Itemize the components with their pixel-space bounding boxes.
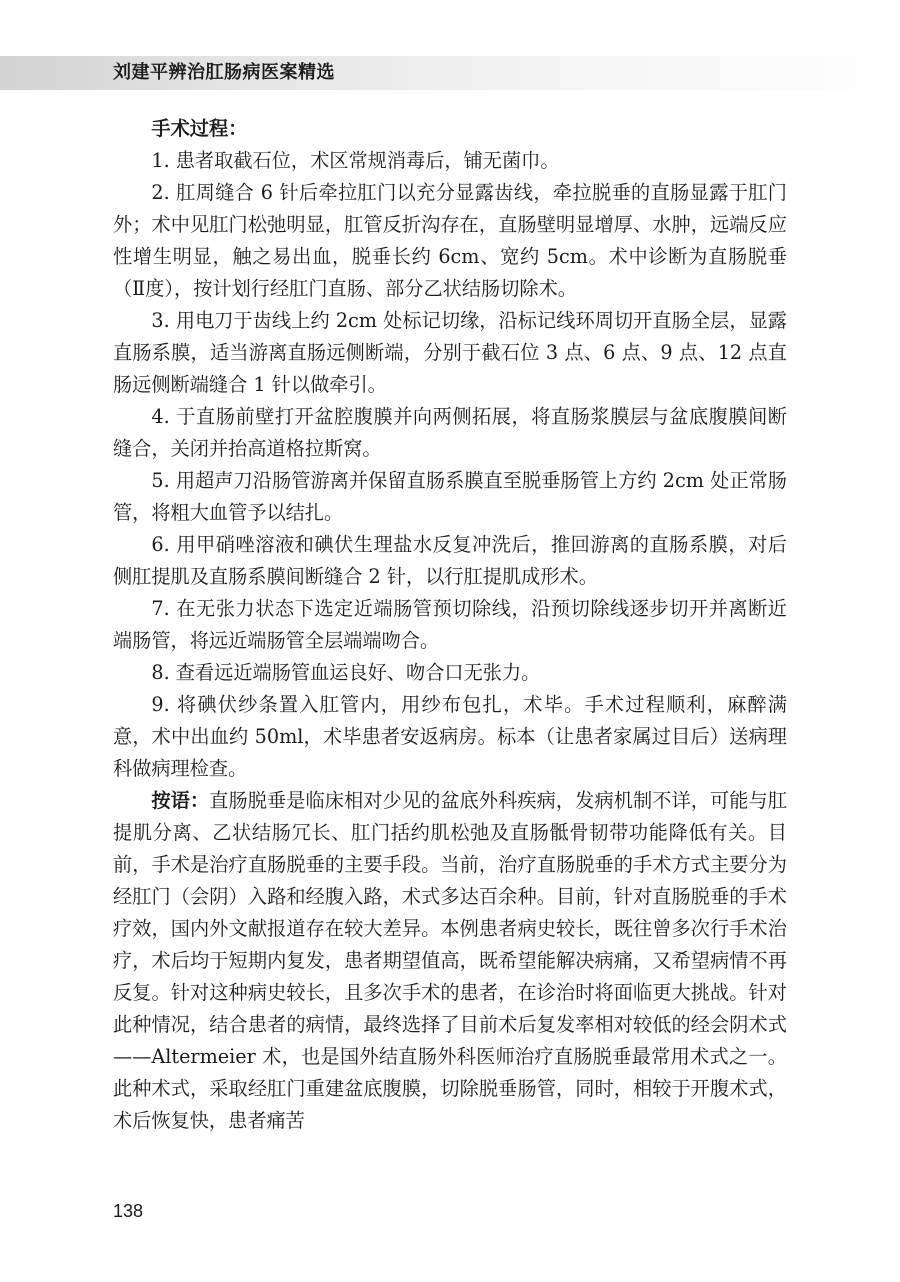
page-number: 138: [113, 1201, 144, 1221]
procedure-step-5: 5. 用超声刀沿肠管游离并保留直肠系膜直至脱垂肠管上方约 2cm 处正常肠管，将粗大血管予以结扎。: [113, 469, 787, 524]
procedure-heading: [113, 113, 787, 145]
procedure-step-8: 8. 查看远近端肠管血运良好、吻合口无张力。: [151, 661, 541, 684]
procedure-step-1: 1. 患者取截石位，术区常规消毒后，铺无菌巾。: [151, 149, 560, 172]
running-header-title: 刘建平辨治肛肠病医案精选: [113, 62, 335, 83]
procedure-step-9: 9. 将碘伏纱条置入肛管内，用纱布包扎，术毕。手术过程顺利，麻醉满意，术中出血约 50ml，术毕患者安返病房。标本（让患者家属过目后）送病理科做病理检查。: [113, 693, 787, 780]
commentary-text: 直肠脱垂是临床相对少见的盆底外科疾病，发病机制不详，可能与肛提肌分离、乙状结肠冗长、肛门括约肌松弛及直肠骶骨韧带功能降低有关。目前，手术是治疗直肠脱垂的主要手段。当前，治疗直肠脱垂的手术方式主要分为经肛门（会阴）入路和经腹入路，术式多达百余种。目前，针对直肠脱垂的手术疗效，国内外文献报道存在较大差异。本例患者病史较长，既往曾多次行手术治疗，术后均于短期内复发，患者期望值高，既希望能解决病痛，又希望病情不再反复。针对这种病史较长，且多次手术的患者，在诊治时将面临更大挑战。针对此种情况，结合患者的病情，最终选择了目前术后复发率相对较低的经会阴术式——Altermeier 术，也是国外结直肠外科医师治疗直肠脱垂最常用术式之一。此种术式，采取经肛门重建盆底腹膜，切除脱垂肠管，同时，相较于开腹术式，术后恢复快，患者痛苦: [113, 789, 788, 1132]
commentary-label: 按语：: [151, 789, 210, 812]
procedure-step-7: 7. 在无张力状态下选定近端肠管预切除线，沿预切除线逐步切开并离断近端肠管，将远近端肠管全层端端吻合。: [113, 597, 787, 652]
procedure-step-6: 6. 用甲硝唑溶液和碘伏生理盐水反复冲洗后，推回游离的直肠系膜，对后侧肛提肌及直肠系膜间断缝合 2 针，以行肛提肌成形术。: [113, 533, 787, 588]
procedure-step-3: 3. 用电刀于齿线上约 2cm 处标记切缘，沿标记线环周切开直肠全层，显露直肠系膜，适当游离直肠远侧断端，分别于截石位 3 点、6 点、9 点、12 点直肠远侧断端缝合 1 针以做牵引。: [113, 309, 787, 396]
procedure-step-2: 2. 肛周缝合 6 针后牵拉肛门以充分显露齿线，牵拉脱垂的直肠显露于肛门外；术中见肛门松弛明显，肛管反折沟存在，直肠壁明显增厚、水肿，远端反应性增生明显，触之易出血，脱垂长约 6cm、宽约 5cm。术中诊断为直肠脱垂（Ⅱ度），按计划行经肛门直肠、部分乙状结肠切除术。: [113, 181, 787, 300]
procedure-step-4: 4. 于直肠前壁打开盆腔腹膜并向两侧拓展，将直肠浆膜层与盆底腹膜间断缝合，关闭并抬高道格拉斯窝。: [113, 405, 787, 460]
procedure-heading-label: 手术过程：: [151, 117, 248, 140]
page-body: [113, 113, 787, 1137]
commentary-paragraph: [113, 785, 787, 1137]
